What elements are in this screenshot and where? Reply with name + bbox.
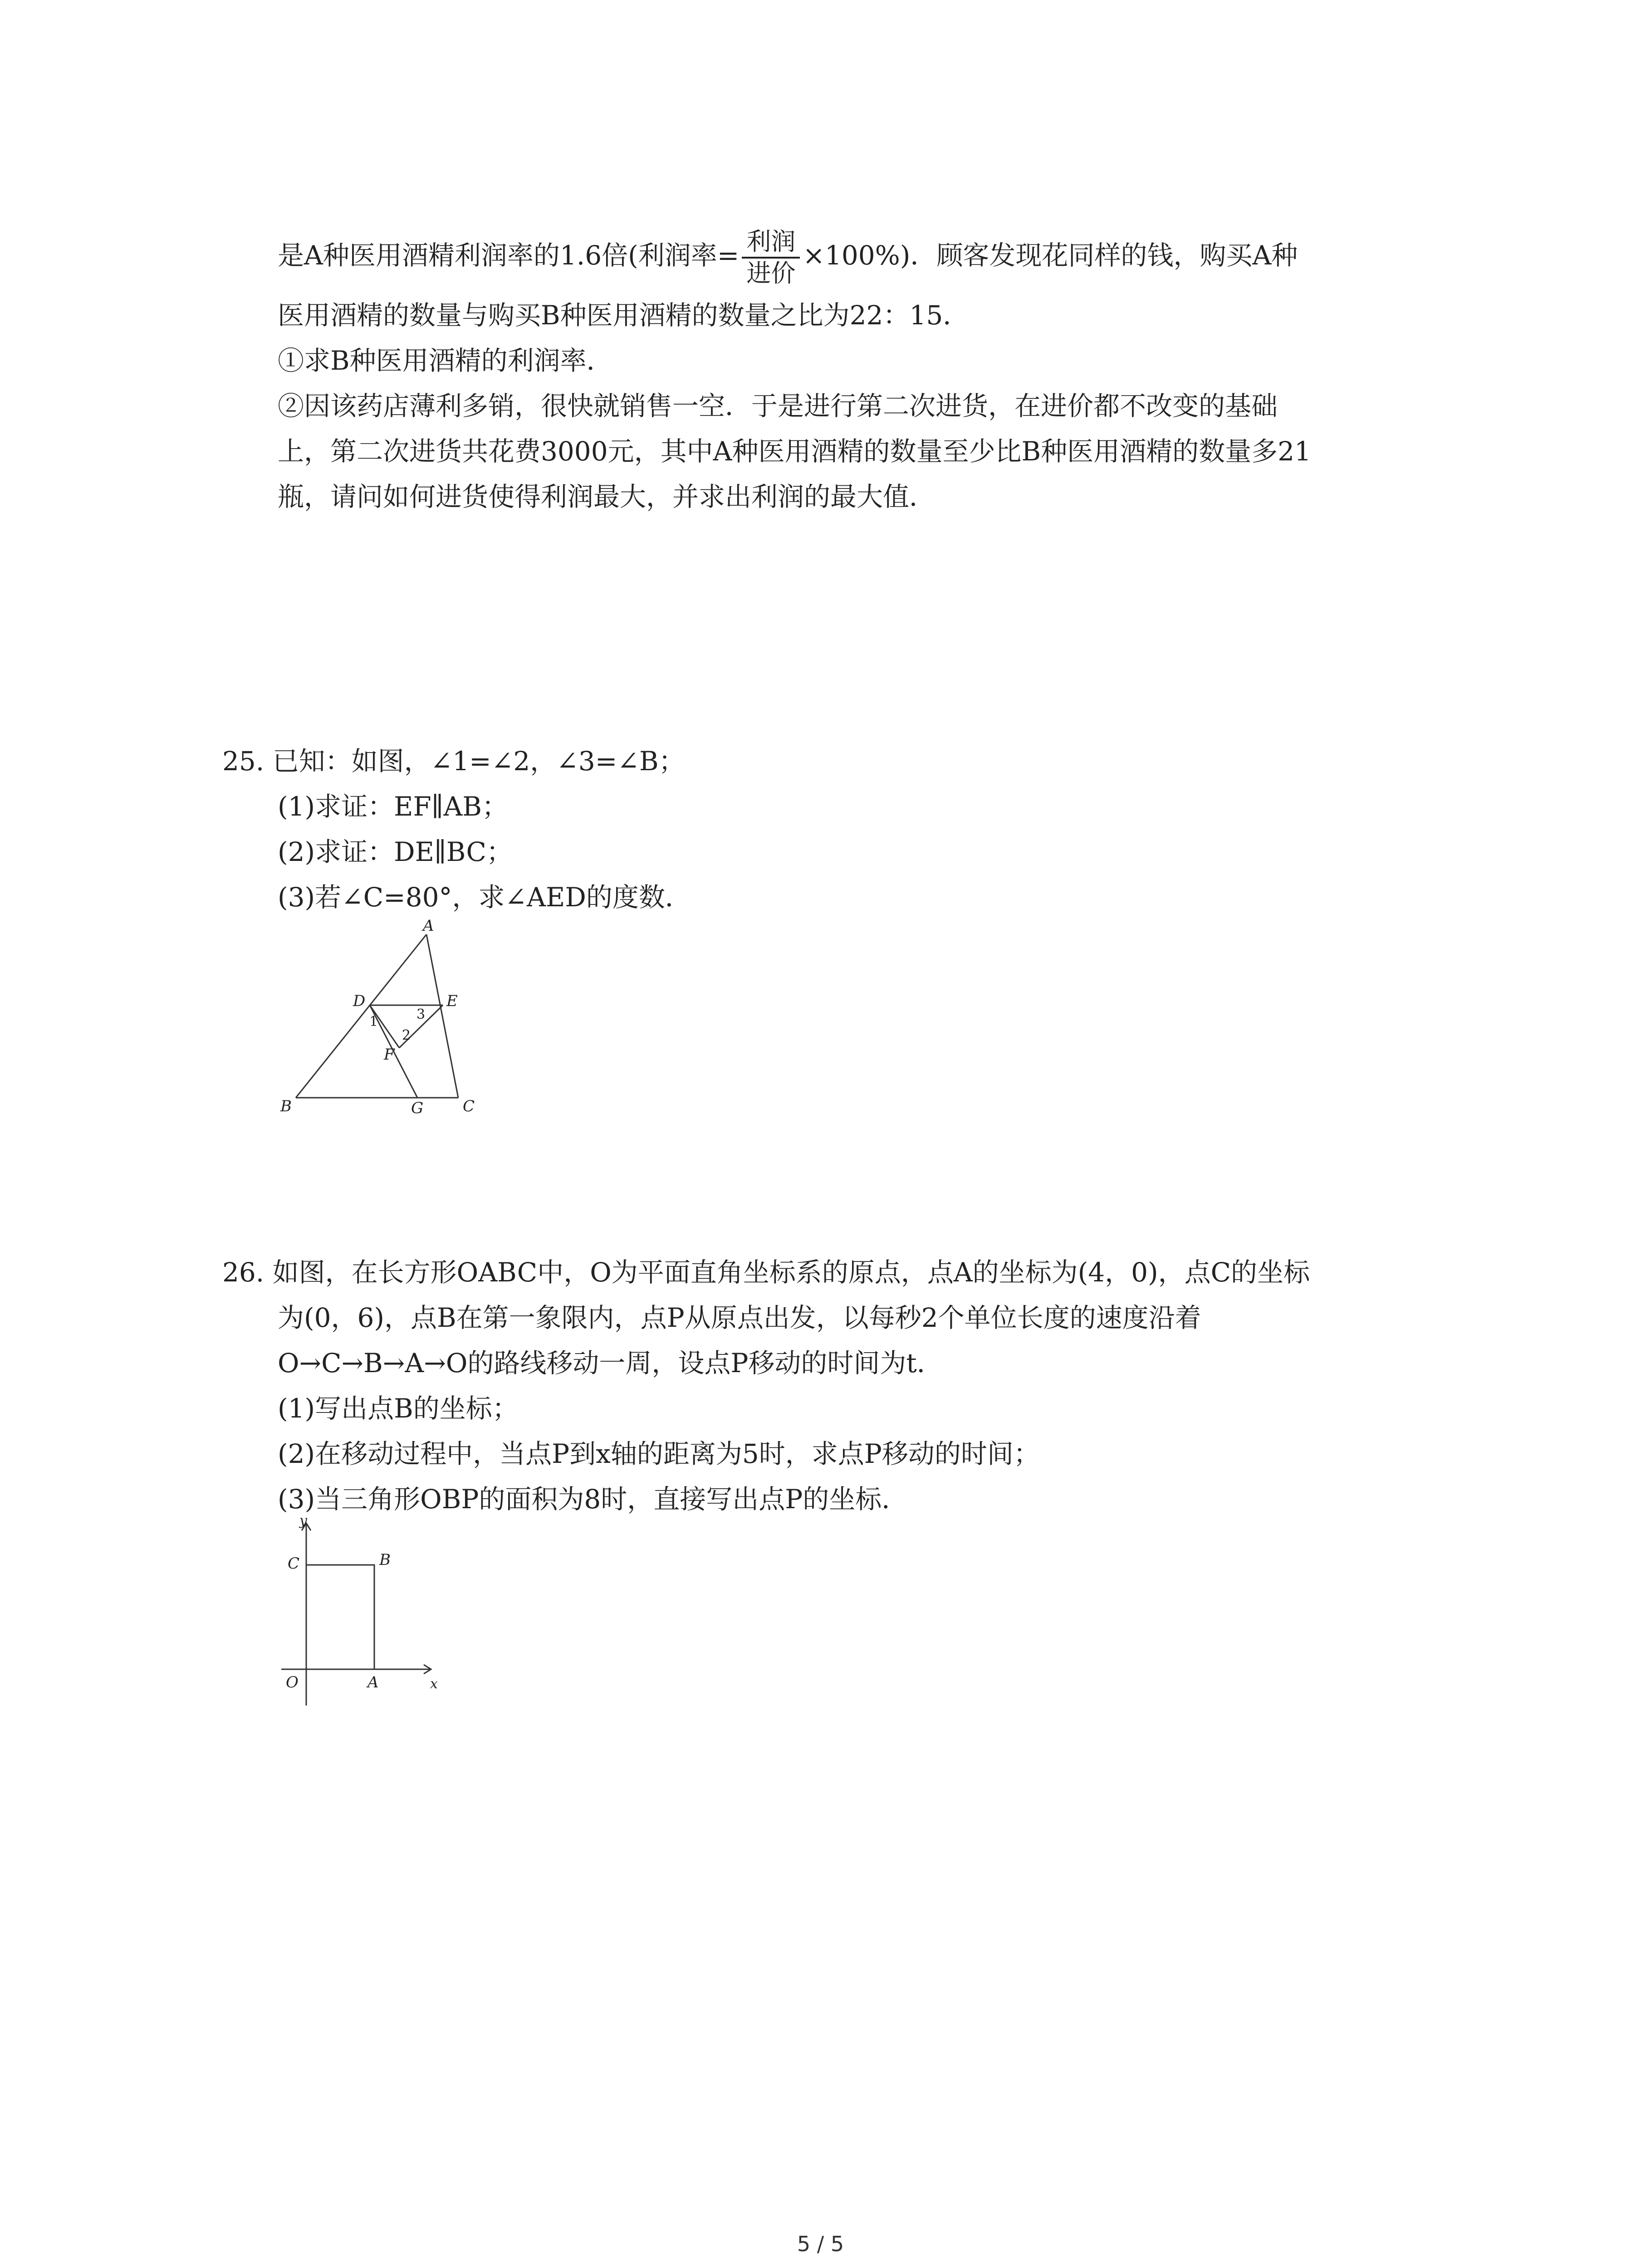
label-angle-3: 3 [416,1007,426,1022]
page-number: 5 / 5 [797,2232,844,2256]
p25-q2: (2)求证：DE∥BC； [278,836,513,867]
label-F: F [384,1046,395,1064]
profit-rate-fraction [742,227,800,288]
label-D: D [353,992,366,1010]
label-E: E [446,992,458,1010]
p26-line3: O→C→B→A→O的路线移动一周，设点P移动的时间为t． [278,1348,943,1378]
p24-line2: 医用酒精的数量与购买B种医用酒精的数量之比为22：15． [278,300,970,331]
axis-label-y: y [299,1515,307,1529]
coordinate-figure [272,1515,463,1710]
triangle-figure [272,916,508,1129]
p24-sub2-line3: 瓶，请问如何进货使得利润最大，并求出利润的最大值． [278,481,936,512]
label-B: B [280,1097,292,1115]
p26-q2: (2)在移动过程中，当点P到x轴的距离为5时，求点P移动的时间； [278,1438,1040,1469]
fraction-numerator: 利润 [742,227,800,259]
label-angle-2: 2 [402,1027,411,1043]
label-C: C [288,1554,300,1573]
label-A: A [367,1673,379,1691]
p26-q1: (1)写出点B的坐标； [278,1393,519,1424]
p25-stem: 25. 已知：如图，∠1=∠2，∠3=∠B； [222,746,685,777]
fraction-denominator: 进价 [746,259,796,288]
p24-sub2-line2: 上，第二次进货共花费3000元，其中A种医用酒精的数量至少比B种医用酒精的数量多21 [278,436,1311,467]
p24-line1-before: 是A种医用酒精利润率的1.6倍(利润率= [278,240,740,271]
p24-line1-after: ×100%)．顾客发现花同样的钱，购买A种 [803,240,1298,271]
p26-line2: 为(0，6)，点B在第一象限内，点P从原点出发，以每秒2个单位长度的速度沿着 [278,1302,1201,1333]
rectangle-OABC [306,1565,374,1669]
segment-AB [296,934,426,1098]
p26-line1: 26. 如图，在长方形OABC中，O为平面直角坐标系的原点，点A的坐标为(4，0)，点C的坐标 [222,1257,1310,1288]
p24-sub2-line1: ②因该药店薄利多销，很快就销售一空．于是进行第二次进货，在进价都不改变的基础 [278,391,1278,421]
label-B: B [379,1551,391,1569]
label-G: G [411,1099,424,1117]
label-O: O [286,1673,299,1691]
label-A: A [423,917,434,935]
label-angle-1: 1 [369,1014,378,1030]
label-C: C [463,1097,475,1115]
p25-q1: (1)求证：EF∥AB； [278,791,509,822]
p26-q3: (3)当三角形OBP的面积为8时，直接写出点P的坐标． [278,1484,908,1515]
p25-q3: (3)若∠C=80°，求∠AED的度数． [278,882,691,913]
axis-label-x: x [430,1676,438,1692]
p24-sub1: ①求B种医用酒精的利润率． [278,345,613,376]
p24-line1 [278,227,1298,288]
